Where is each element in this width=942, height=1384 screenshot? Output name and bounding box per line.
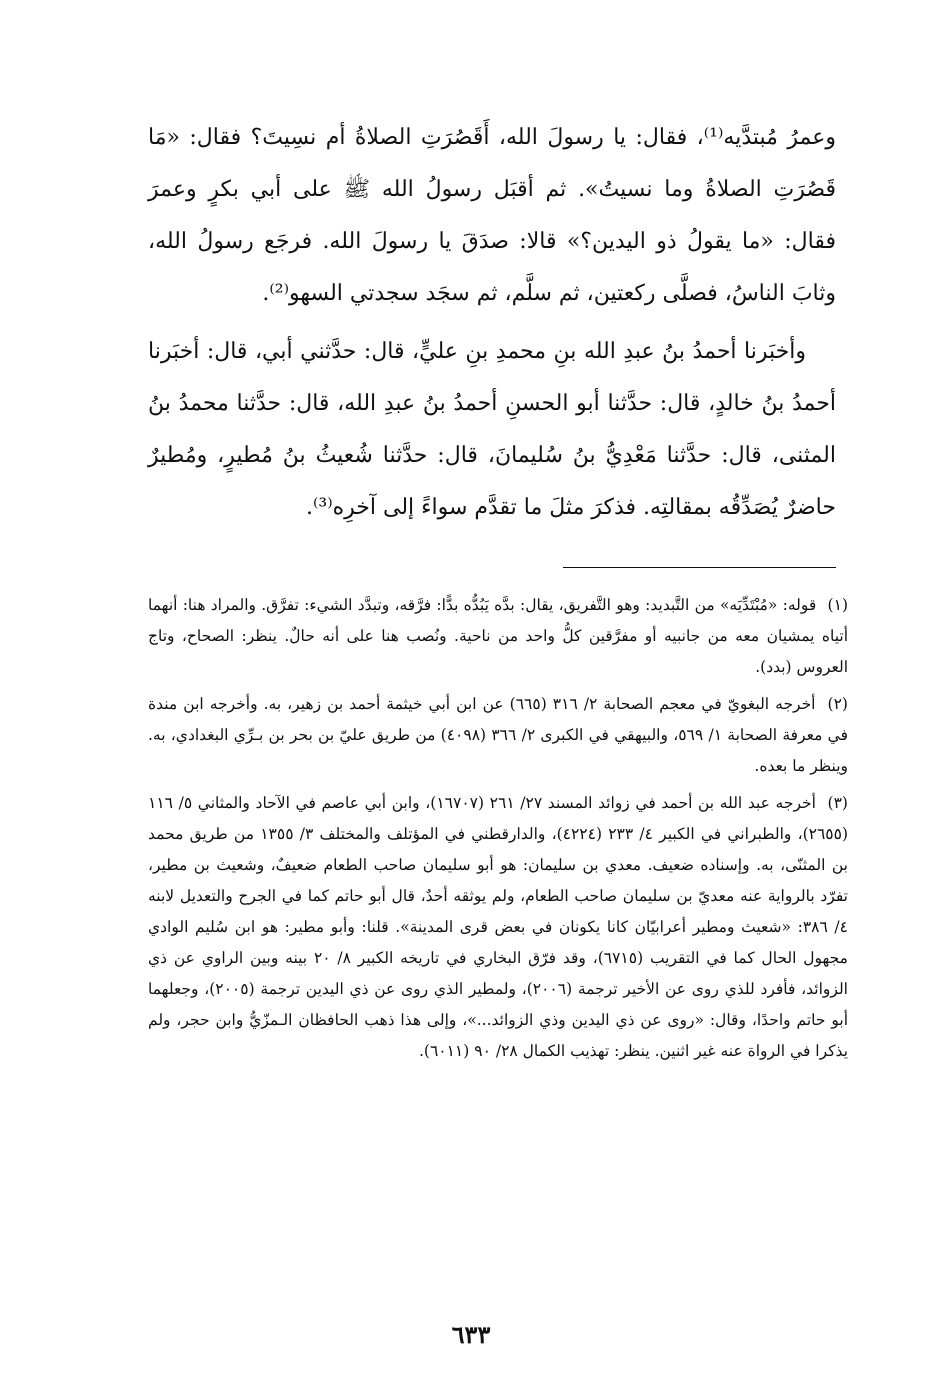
footnote-2 <box>148 689 848 782</box>
footnote-text: قوله: «مُبْتَدِّيَه» من التَّبديد: وهو التَّفريق، يقال: بدَّه يَبُدُّه بدًّا: فرَّقه، وتبدَّد الشيء: تفرَّق. والمراد هنا: أنهما أتياه يمشيان معه من جانبيه أو مفرَّقين كلُّ واحد من ناحية. ونُصب هنا على أنه حالٌ. ينظر: الصحاح، وتاج العروس (بدد). <box>148 596 848 676</box>
footnote-text: أخرجه البغويّ في معجم الصحابة ٢/ ٣١٦ (٦٦٥) عن ابن أبي خيثمة أحمد بن زهير، به. وأخرجه ابن مندة في معرفة الصحابة ١/ ٥٦٩، والبيهقي في الكبرى ٢/ ٣٦٦ (٤٠٩٨) من طريق عليّ بن بحر بن بـرِّي البغدادي، به. وينظر ما بعده. <box>148 695 848 775</box>
footnote-number: (٣) <box>827 794 848 812</box>
main-paragraph-2: وأخبَرنا أحمدُ بنُ عبدِ الله بنِ محمدِ بنِ عليٍّ، قال: حدَّثني أبي، قال: أخبَرنا أحمدُ بنُ خالدٍ، قال: حدَّثنا أبو الحسنِ أحمدُ بنُ عبدِ الله، قال: حدَّثنا محمدُ بنُ المثنى، قال: حدَّثنا مَعْدِيُّ بنُ سُليمانَ، قال: حدَّثنا شُعيثُ بنُ مُطيرٍ، ومُطيرٌ حاضرٌ يُصَدِّقُه بمقالتِه. فذكرَ مثلَ ما تقدَّم سواءً إلى آخرِه⁽³⁾. <box>148 339 836 520</box>
footnote-separator <box>563 567 836 568</box>
footnote-1 <box>148 590 848 683</box>
footnote-text: أخرجه عبد الله بن أحمد في زوائد المسند ٢٧/ ٢٦١ (١٦٧٠٧)، وابن أبي عاصم في الآحاد والمثاني ٥/ ١١٦ (٢٦٥٥)، والطبراني في الكبير ٤/ ٢٣٣ (٤٢٢٤)، والدارقطني في المؤتلف والمختلف ٣/ ١٣٥٥ من طريق محمد بن المثنّى، به. وإسناده ضعيف. معدي بن سليمان: هو أبو سليمان صاحب الطعام ضعيفٌ، وشعيث بن مطير، تفرّد بالرواية عنه معديّ بن سليمان صاحب الطعام، ولم يوثقه أحدٌ، قال أبو حاتم كما في الجرح والتعديل لابنه ٤/ ٣٨٦: «شعيث ومطير أعرابيّان كانا يكونان في بعض قرى المدينة». قلنا: وأبو مطير: هو ابن سُليم الوادي مجهول الحال كما في التقريب (٦٧١٥)، وقد فرّق البخاري في تاريخه الكبير ٨/ ٢٠ بينه وبين الراوي عن ذي الزوائد، فأفرد للذي روى عن الأخير ترجمة (٢٠٠٦)، ولمطير الذي روى عن ذي اليدين ترجمة (٢٠٠٥)، وجعلهما أبو حاتم واحدًا، وقال: «روى عن ذي اليدين وذي الزوائد...»، وإلى هذا ذهب الحافظان الـمزّيُّ وابن حجر، ولم يذكرا في الرواة عنه غير اثنين. ينظر: تهذيب الكمال ٢٨/ ٩٠ (٦٠١١). <box>148 794 848 1060</box>
footnote-3 <box>148 788 848 1067</box>
footnote-number: (١) <box>827 596 848 614</box>
footnote-number: (٢) <box>827 695 848 713</box>
main-paragraph-1: وعمرُ مُبتدَّيه⁽¹⁾، فقال: يا رسولَ الله، أَقَصُرَتِ الصلاةُ أم نسِيتَ؟ فقال: «مَا قَصُرَتِ الصلاةُ وما نسيتُ». ثم أقبَل رسولُ الله ﷺ على أبي بكرٍ وعمرَ فقال: «ما يقولُ ذو اليدين؟» قالا: صدَقَ يا رسولَ الله. فرجَع رسولُ الله، وثابَ الناسُ، فصلَّى ركعتين، ثم سلَّم، ثم سجَد سجدتي السهو⁽²⁾. <box>148 125 836 306</box>
main-text <box>148 112 836 534</box>
page-number: ٦٣٣ <box>451 1320 491 1349</box>
footnotes <box>148 590 848 1073</box>
